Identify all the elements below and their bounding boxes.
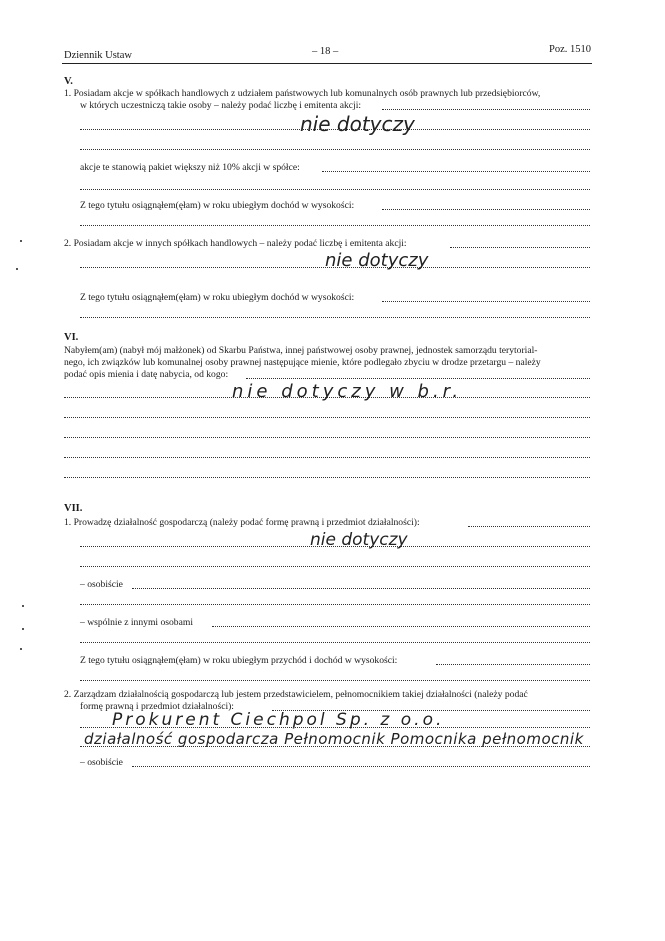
s7-q2-text-line2: formę prawną i przedmiot działalności):	[80, 701, 234, 712]
s7-q2-handwritten-answer-2: działalność gospodarcza Pełnomocnik Pomocnika pełnomocnik	[84, 730, 584, 748]
header-rule	[62, 63, 592, 64]
s7-q2-text-line1: 2. Zarządzam działalnością gospodarczą lub jestem przedstawicielem, pełnomocnikiem takiej działalności (należy podać	[64, 689, 528, 700]
s5-q2-field-line[interactable]	[80, 267, 590, 268]
s5-q1-pakiet-field[interactable]	[322, 171, 590, 172]
s6-field-line[interactable]	[64, 477, 590, 478]
s5-q1-field-line[interactable]	[80, 129, 590, 130]
s7-q1-osobiscie-label: – osobiście	[80, 579, 123, 590]
s5-q1-handwritten-answer: nie dotyczy	[300, 112, 415, 136]
s6-field[interactable]	[246, 378, 590, 379]
s7-q2-field-line[interactable]	[80, 746, 590, 747]
s7-q2-osobiscie-label: – osobiście	[80, 757, 123, 768]
s6-text-line2: nego, ich związków lub komunalnej osoby prawnej następujące mienie, które podlegało zbyciu w drodze przetargu – należy	[64, 357, 541, 368]
s5-q1-dochod-field[interactable]	[382, 209, 590, 210]
s5-q2-dochod-label: Z tego tytułu osiągnąłem(ęłam) w roku ubiegłym dochód w wysokości:	[80, 292, 355, 303]
section-v-title: V.	[64, 76, 73, 87]
s5-q1-text-line1: 1. Posiadam akcje w spółkach handlowych z udziałem państwowych lub komunalnych osób prawnych lub przedsiębiorców,	[64, 88, 541, 99]
s7-q1-wspolnie-field[interactable]	[212, 626, 590, 627]
s7-q1-osobiscie-field[interactable]	[132, 588, 590, 589]
s6-field-line[interactable]	[64, 457, 590, 458]
s7-q2-field-line[interactable]	[80, 727, 590, 728]
s5-q2-handwritten-answer: nie dotyczy	[325, 250, 429, 271]
s5-q1-dochod-field-line[interactable]	[80, 225, 590, 226]
scan-speck	[22, 628, 24, 630]
scan-speck	[20, 648, 22, 650]
scan-speck	[20, 240, 22, 242]
s5-q2-text: 2. Posiadam akcje w innych spółkach handlowych – należy podać liczbę i emitenta akcji:	[64, 238, 407, 249]
s6-text-line3: podać opis mienia i datę nabycia, od kogo:	[64, 369, 229, 380]
s5-q2-dochod-field[interactable]	[382, 301, 590, 302]
s5-q1-field-line[interactable]	[80, 149, 590, 150]
s7-q2-osobiscie-field[interactable]	[132, 766, 590, 767]
s7-q1-dochod-field[interactable]	[436, 664, 590, 665]
s6-field-line[interactable]	[64, 417, 590, 418]
s7-q1-osobiscie-field-line[interactable]	[80, 604, 590, 605]
s5-q1-dochod-label: Z tego tytułu osiągnąłem(ęłam) w roku ubiegłym dochód w wysokości:	[80, 200, 355, 211]
s7-q1-wspolnie-field-line[interactable]	[80, 642, 590, 643]
s6-field-line[interactable]	[64, 437, 590, 438]
journal-title: Dziennik Ustaw	[64, 50, 132, 61]
s7-q1-wspolnie-label: – wspólnie z innymi osobami	[80, 617, 193, 628]
position-number: Poz. 1510	[549, 44, 591, 55]
section-vii-title: VII.	[64, 503, 83, 514]
scan-speck	[16, 268, 18, 270]
s6-text-line1: Nabyłem(am) (nabył mój małżonek) od Skarbu Państwa, innej państwowej osoby prawnej, jednostek samorządu terytorial-	[64, 345, 538, 356]
s7-q1-text: 1. Prowadzę działalność gospodarczą (należy podać formę prawną i przedmiot działalności):	[64, 517, 420, 528]
s5-q1-text-line2: w których uczestniczą takie osoby – należy podać liczbę i emitenta akcji:	[80, 100, 362, 111]
s7-q1-dochod-label: Z tego tytułu osiągnąłem(ęłam) w roku ubiegłym przychód i dochód w wysokości:	[80, 655, 398, 666]
s5-q1-field[interactable]	[382, 109, 590, 110]
s5-q1-pakiet-field-line[interactable]	[80, 189, 590, 190]
s5-q2-field[interactable]	[450, 247, 590, 248]
s6-field-line[interactable]	[64, 397, 590, 398]
s5-q2-dochod-field-line[interactable]	[80, 317, 590, 318]
s7-q1-handwritten-answer: nie dotyczy	[310, 530, 408, 550]
s7-q1-field[interactable]	[468, 526, 590, 527]
scan-speck	[22, 605, 24, 607]
s5-q1-pakiet-label: akcje te stanowią pakiet większy niż 10% akcji w spółce:	[80, 162, 300, 173]
s7-q2-handwritten-answer-1: Prokurent Ciechpol Sp. z o.o.	[112, 710, 445, 730]
s7-q1-field-line[interactable]	[80, 566, 590, 567]
s7-q1-dochod-field-line[interactable]	[80, 680, 590, 681]
s6-handwritten-answer: nie dotyczy w b.r.	[232, 381, 463, 402]
page-number: – 18 –	[312, 46, 339, 57]
section-vi-title: VI.	[64, 332, 79, 343]
s7-q1-field-line[interactable]	[80, 546, 590, 547]
